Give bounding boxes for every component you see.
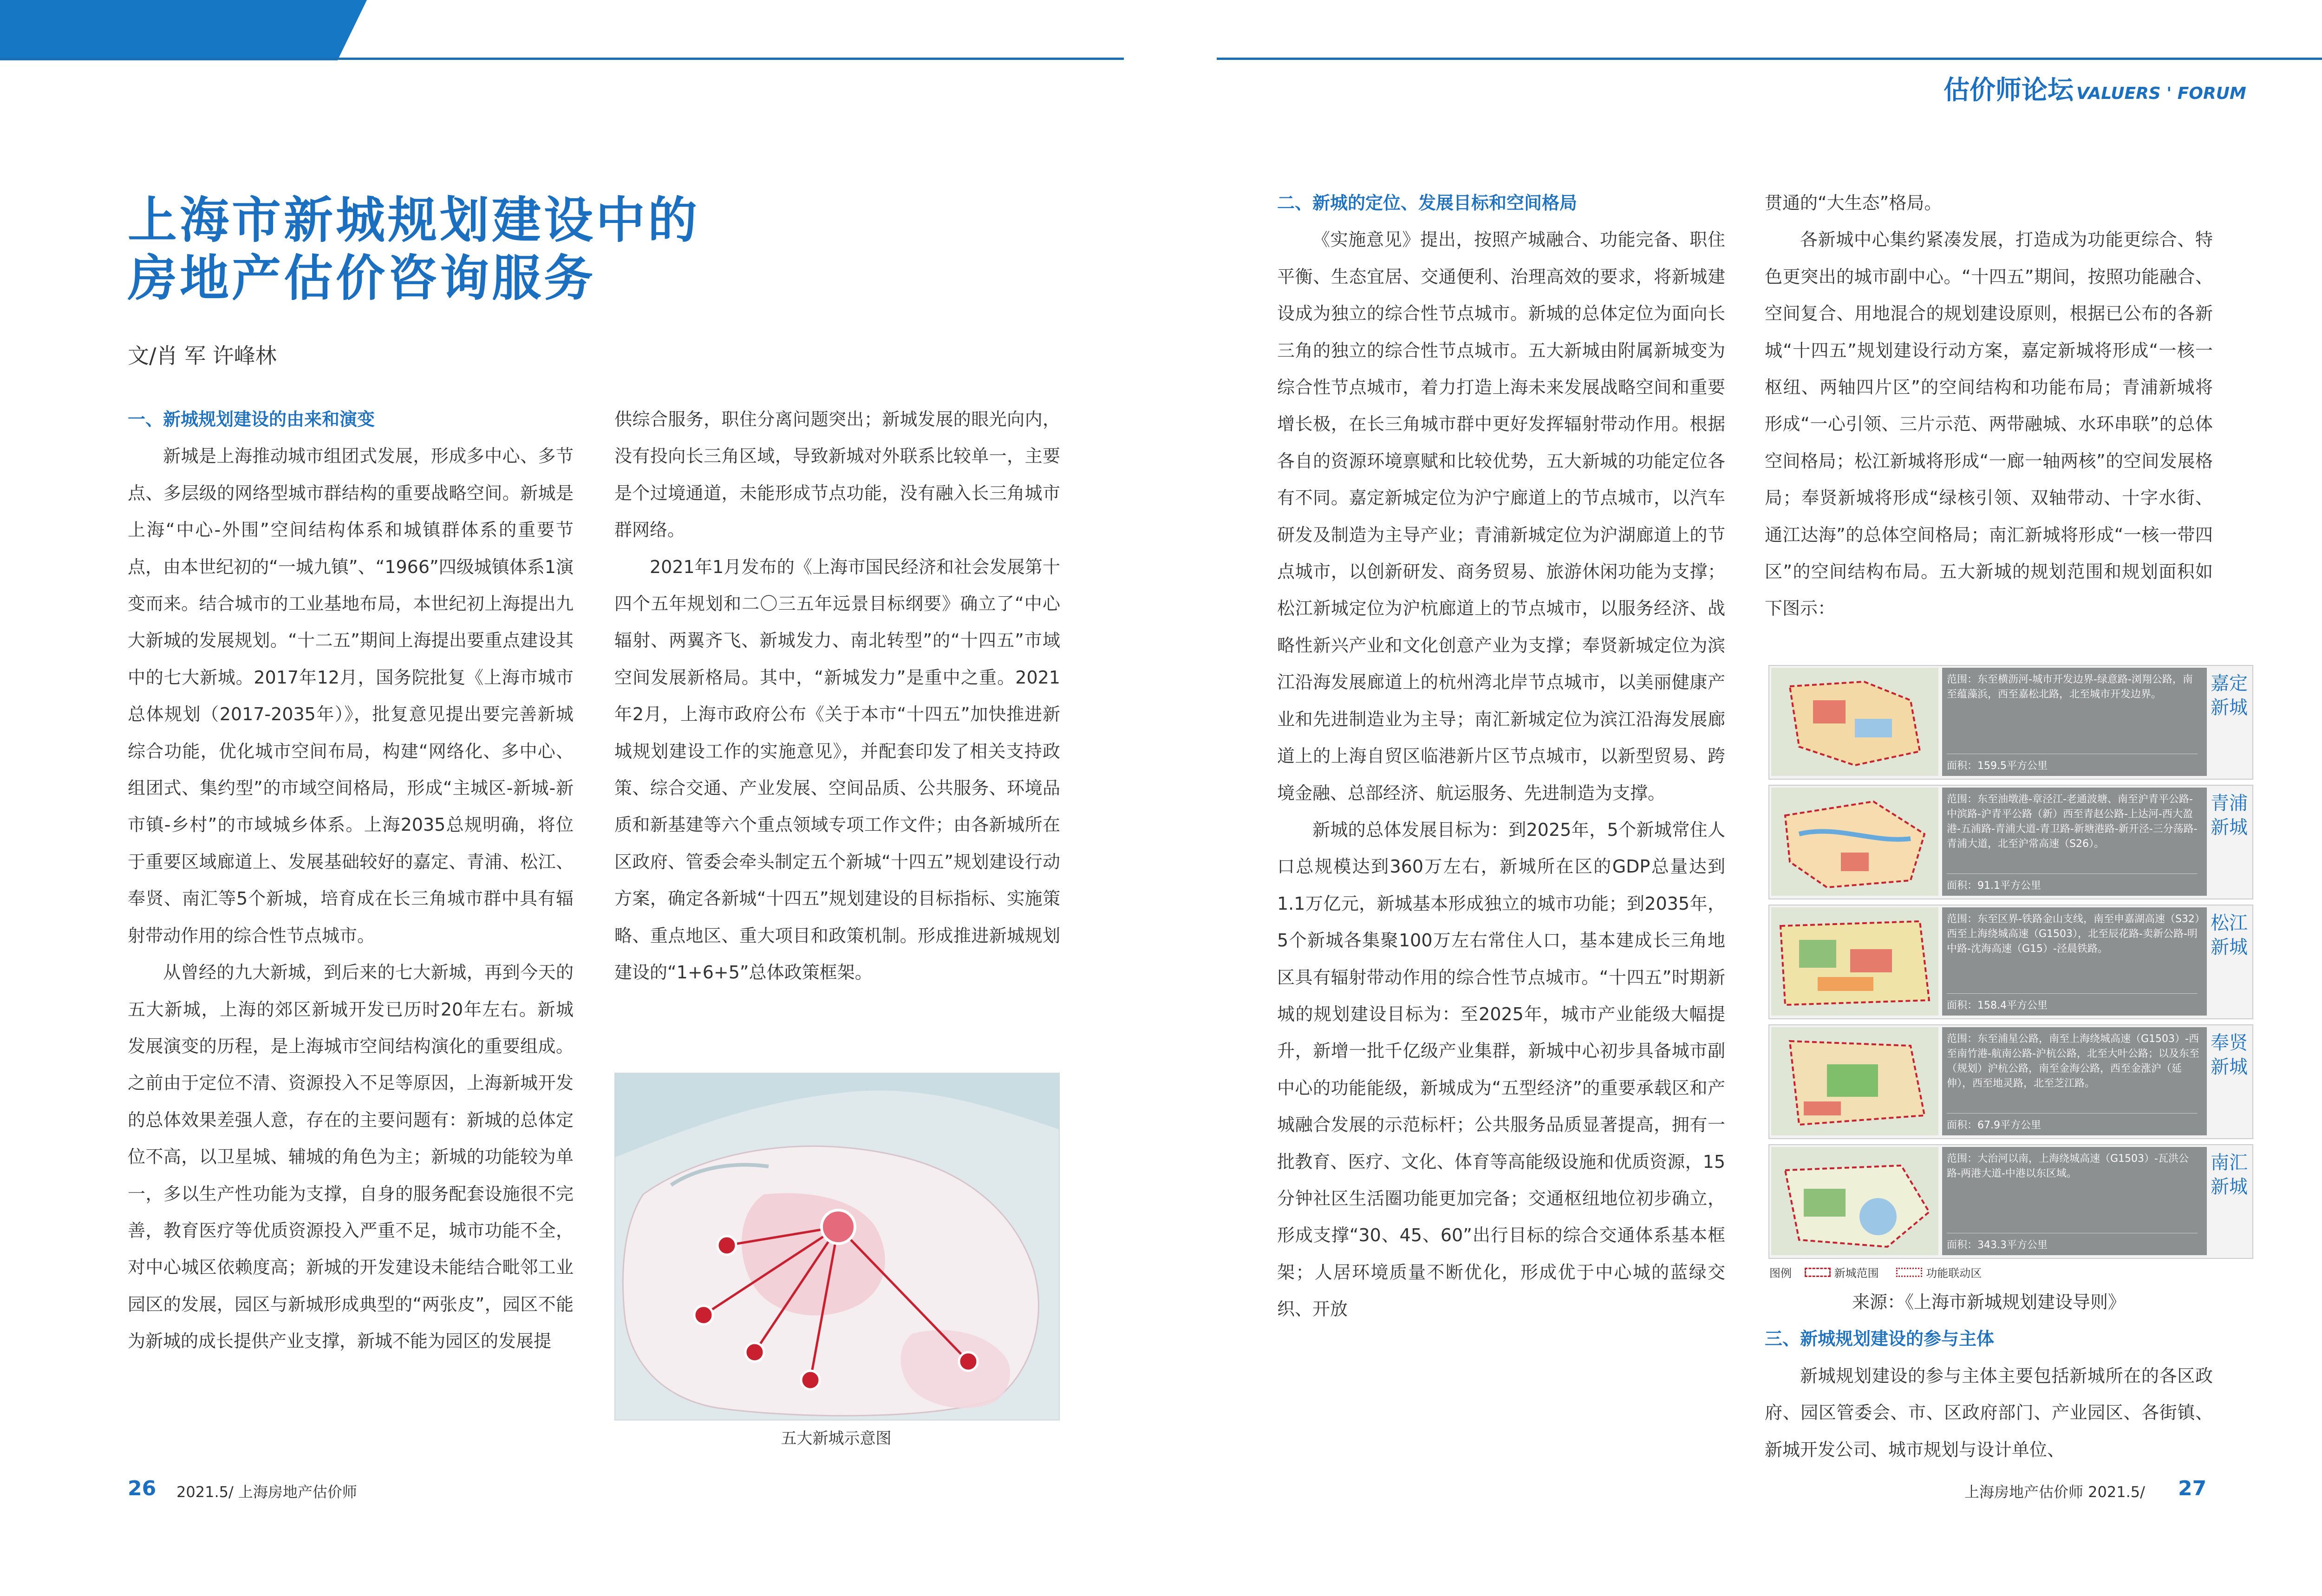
songjiang-name: 松江新城 bbox=[2211, 912, 2248, 958]
section-1-heading: 一、新城规划建设的由来和演变 bbox=[128, 409, 375, 430]
nanhui-range: 范围：大治河以南，上海绕城高速（G1503）-瓦洪公路-两港大道-中港以东区域。 bbox=[1947, 1153, 2189, 1179]
fengxian-range: 范围：东至浦星公路，南至上海绕城高速（G1503）-西至南竹港-航南公路-沪杭公路，北至大叶公路；以及东至（规划）沪杭公路，南至金海公路，西至金涨沪（延伸），西至地灵路，北至芝江路。 bbox=[1947, 1033, 2199, 1089]
col1-paragraph-2: 从曾经的九大新城，到后来的七大新城，再到今天的五大新城，上海的郊区新城开发已历时20年左右。新城发展演变的历程，是上海城市空间结构演化的重要组成。之前由于定位不清、资源投入不足等原因，上海新城开发的总体效果差强人意，存在的主要问题有：新城的总体定位不高，以卫星城、辅城的角色为主；新城的功能较为单一，多以生产性功能为支撑，自身的服务配套设施很不完善，教育医疗等优质资源投入严重不足，城市功能不全，对中心城区依赖度高；新城的开发建设未能结合毗邻工业园区的发展，园区与新城形成典型的“两张皮”，园区不能为新城的成长提供产业支撑，新城不能为园区的发展提 bbox=[128, 962, 574, 1352]
songjiang-node bbox=[745, 1343, 764, 1361]
col4-paragraph-0: 贯通的“大生态”格局。 bbox=[1765, 193, 1942, 213]
qingpu-area: 面积：91.1平方公里 bbox=[1947, 873, 2198, 892]
header-left-en: VALUERS ' FORUM bbox=[184, 84, 354, 103]
col4-paragraph-1: 各新城中心集约紧凑发展，打造成为功能更综合、特色更突出的城市副中心。“十四五”期间，按照功能融合、空间复合、用地混合的规划建设原则，根据已公布的各新城“十四五”规划建设行动方案，嘉定新城将形成“一核一枢纽、两轴四片区”的空间结构和功能布局；青浦新城将形成“一心引领、三片示范、两带融城、水环串联”的总体空间格局；松江新城将形成“一廊一轴两核”的空间发展格局；奉贤新城将形成“绿核引领、双轴带动、十字水街、通江达海”的总体空间格局；南汇新城将形成“一核一带四区”的空间结构布局。五大新城的规划范围和规划面积如下图示： bbox=[1765, 229, 2213, 619]
header-left-rule bbox=[0, 58, 1124, 60]
column-4-bottom bbox=[1765, 1284, 2213, 1468]
map-caption: 五大新城示意图 bbox=[781, 1429, 892, 1448]
col2-paragraph-2: 2021年1月发布的《上海市国民经济和社会发展第十四个五年规划和二〇三五年远景目标纲要》确立了“中心辐射、两翼齐飞、新城发力、南北转型”的“十四五”市域空间发展新格局。其中，“新城发力”是重中之重。2021年2月，上海市政府公布《关于本市“十四五”加快推进新城规划建设工作的实施意见》，并配套印发了相关支持政策、综合交通、产业发展、空间品质、公共服务、环境品质和新基建等六个重点领域专项工作文件；由各新城所在区政府、管委会牵头制定五个新城“十四五”规划建设行动方案，确定各新城“十四五”规划建设的目标指标、实施策略、重点地区、重大项目和政策机制。形成推进新城规划建设的“1+6+5”总体政策框架。 bbox=[614, 556, 1060, 983]
songjiang-range: 范围：东至区界-铁路金山支线，南至申嘉湖高速（S32）西至上海绕城高速（G1503），北至辰花路-卖新公路-明中路-沈海高速（G15）-泾晨铁路。 bbox=[1947, 913, 2200, 955]
author-line: 文/肖 军 许峰林 bbox=[128, 343, 277, 368]
header-left-cn: 估价师论坛 bbox=[51, 75, 181, 105]
legend-newcity-icon bbox=[1805, 1268, 1831, 1277]
footer-publication-left: 2021.5/ 上海房地产估价师 bbox=[176, 1483, 357, 1501]
legend-item-1: 新城范围 bbox=[1834, 1267, 1879, 1280]
five-new-cities-map bbox=[614, 1073, 1060, 1420]
column-1 bbox=[128, 401, 574, 1360]
jiading-area: 面积：159.5平方公里 bbox=[1947, 754, 2198, 772]
qingpu-map bbox=[1771, 788, 1938, 896]
qingpu-name: 青浦新城 bbox=[2211, 793, 2248, 838]
fengxian-area: 面积：67.9平方公里 bbox=[1947, 1113, 2198, 1132]
header-right-cn: 估价师论坛 bbox=[1944, 75, 2074, 105]
songjiang-map bbox=[1771, 907, 1938, 1016]
article-title-line1: 上海市新城规划建设中的 bbox=[128, 192, 700, 249]
header-left-title bbox=[51, 70, 354, 107]
qingpu-range: 范围：东至油墩港-章泾江-老通波塘、南至沪青平公路-中滨路-沪青平公路（新）西至青赵公路-上达河-西大盈港-五浦路-青浦大道-青卫路-新塘港路-新开泾-三分荡路-青浦大道，北至沪常高速（S26）。 bbox=[1947, 794, 2198, 850]
nanhui-name: 南汇新城 bbox=[2211, 1152, 2248, 1198]
map-legend bbox=[1769, 1264, 1982, 1280]
nanhui-node bbox=[959, 1352, 978, 1371]
header-left-bar bbox=[0, 0, 367, 60]
qingpu-node bbox=[694, 1306, 713, 1324]
new-city-panel-nanhui bbox=[1768, 1144, 2253, 1259]
new-city-panel-songjiang bbox=[1768, 905, 2253, 1019]
col4-paragraph-2: 新城规划建设的参与主体主要包括新城所在的各区政府、园区管委会、市、区政府部门、产业园区、各街镇、新城开发公司、城市规划与设计单位、 bbox=[1765, 1365, 2213, 1460]
new-city-panel-qingpu bbox=[1768, 785, 2253, 899]
column-4-top bbox=[1765, 185, 2213, 627]
column-2 bbox=[614, 401, 1060, 991]
jiading-info bbox=[1942, 668, 2207, 776]
col3-paragraph-2: 新城的总体发展目标为：到2025年，5个新城常住人口总规模达到360万左右，新城所在区的GDP总量达到1.1万亿元，新城基本形成独立的城市功能；到2035年，5个新城各集聚100万左右常住人口，基本建成长三角地区具有辐射带动作用的综合性节点城市。“十四五”时期新城的规划建设目标为：至2025年，城市产业能级大幅提升，新增一批千亿级产业集群，新城中心初步具备城市副中心的功能能级，新城成为“五型经济”的重要承载区和产城融合发展的示范标杆；公共服务品质显著提高，拥有一批教育、医疗、文化、体育等高能级设施和优质资源，15分钟社区生活圈功能更加完备；交通枢纽地位初步确立，形成支撑“30、45、60”出行目标的综合交通体系基本框架；人居环境质量不断优化，形成优于中心城的蓝绿交织、开放 bbox=[1277, 819, 1725, 1320]
nanhui-map bbox=[1771, 1147, 1938, 1255]
legend-label: 图例 bbox=[1769, 1267, 1792, 1280]
fengxian-info bbox=[1942, 1027, 2207, 1135]
jiading-name: 嘉定新城 bbox=[2211, 673, 2248, 718]
shanghai-map-graphic bbox=[615, 1074, 1059, 1420]
songjiang-info bbox=[1942, 907, 2207, 1016]
col2-paragraph-1: 供综合服务，职住分离问题突出；新城发展的眼光向内，没有投向长三角区域，导致新城对外联系比较单一，主要是个过境通道，未能形成节点功能，没有融入长三角城市群网络。 bbox=[614, 409, 1060, 541]
legend-linkage-icon bbox=[1896, 1268, 1922, 1277]
col1-paragraph-1: 新城是上海推动城市组团式发展，形成多中心、多节点、多层级的网络型城市群结构的重要战略空间。新城是上海“中心-外围”空间结构体系和城镇群体系的重要节点，由本世纪初的“一城九镇”、“1966”四级城镇体系1演变而来。结合城市的工业基地布局，本世纪初上海提出九大新城的发展规划。“十二五”期间上海提出要重点建设其中的七大新城。2017年12月，国务院批复《上海市城市总体规划（2017-2035年）》，批复意见提出要完善新城综合功能，优化城市空间布局，构建“网络化、多中心、组团式、集约型”的市域空间格局，形成“主城区-新城-新市镇-乡村”的市域城乡体系。上海2035总规明确，将位于重要区域廊道上、发展基础较好的嘉定、青浦、松江、奉贤、南汇等5个新城，培育成在长三角城市群中具有辐射带动作用的综合性节点城市。 bbox=[128, 446, 574, 946]
nanhui-area: 面积：343.3平方公里 bbox=[1947, 1233, 2198, 1251]
column-3 bbox=[1277, 185, 1725, 1328]
qingpu-info bbox=[1942, 788, 2207, 896]
page-number-right: 27 bbox=[2178, 1477, 2207, 1500]
fengxian-map bbox=[1771, 1027, 1938, 1135]
nanhui-info bbox=[1942, 1147, 2207, 1255]
col3-paragraph-1: 《实施意见》提出，按照产城融合、功能完备、职住平衡、生态宜居、交通便利、治理高效的要求，将新城建设成为独立的综合性节点城市。新城的总体定位为面向长三角的独立的综合性节点城市。五大新城由附属新城变为综合性节点城市，着力打造上海未来发展战略空间和重要增长极，在长三角城市群中更好发挥辐射带动作用。根据各自的资源环境禀赋和比较优势，五大新城的功能定位各有不同。嘉定新城定位为沪宁廊道上的节点城市，以汽车研发及制造为主导产业；青浦新城定位为沪湖廊道上的节点城市，以创新研发、商务贸易、旅游休闲功能为支撑；松江新城定位为沪杭廊道上的节点城市，以服务经济、战略性新兴产业和文化创意产业为支撑；奉贤新城定位为滨江沿海发展廊道上的杭州湾北岸节点城市，以美丽健康产业和先进制造业为主导；南汇新城定位为滨江沿海发展廊道上的上海自贸区临港新片区节点城市，以新型贸易、跨境金融、总部经济、航运服务、先进制造为支撑。 bbox=[1277, 229, 1725, 803]
jiading-map bbox=[1771, 668, 1938, 776]
article-title-line2: 房地产估价咨询服务 bbox=[128, 250, 596, 307]
new-city-panel-fengxian bbox=[1768, 1024, 2253, 1139]
section-2-heading: 二、新城的定位、发展目标和空间格局 bbox=[1277, 193, 1578, 213]
page-number-left: 26 bbox=[128, 1477, 157, 1500]
fengxian-name: 奉贤新城 bbox=[2211, 1032, 2248, 1078]
fengxian-node bbox=[801, 1371, 820, 1389]
header-right-rule bbox=[1217, 58, 2322, 60]
footer-publication-right: 上海房地产估价师 2021.5/ bbox=[1964, 1483, 2145, 1501]
songjiang-area: 面积：158.4平方公里 bbox=[1947, 993, 2198, 1012]
jiading-node bbox=[717, 1236, 736, 1255]
header-right-title bbox=[1944, 70, 2246, 107]
header-right-en: VALUERS ' FORUM bbox=[2076, 84, 2246, 103]
section-3-heading: 三、新城规划建设的参与主体 bbox=[1765, 1329, 1995, 1349]
new-city-panel-jiading bbox=[1768, 665, 2253, 780]
jiading-range: 范围：东至横沥河-城市开发边界-绿意路-浏翔公路，南至蕴藻浜，西至嘉松北路，北至城市开发边界。 bbox=[1947, 674, 2193, 700]
legend-item-2: 功能联动区 bbox=[1926, 1267, 1982, 1280]
city-center-node bbox=[822, 1210, 855, 1244]
figure-source: 来源：《上海市新城规划建设导则》 bbox=[1852, 1292, 2126, 1312]
